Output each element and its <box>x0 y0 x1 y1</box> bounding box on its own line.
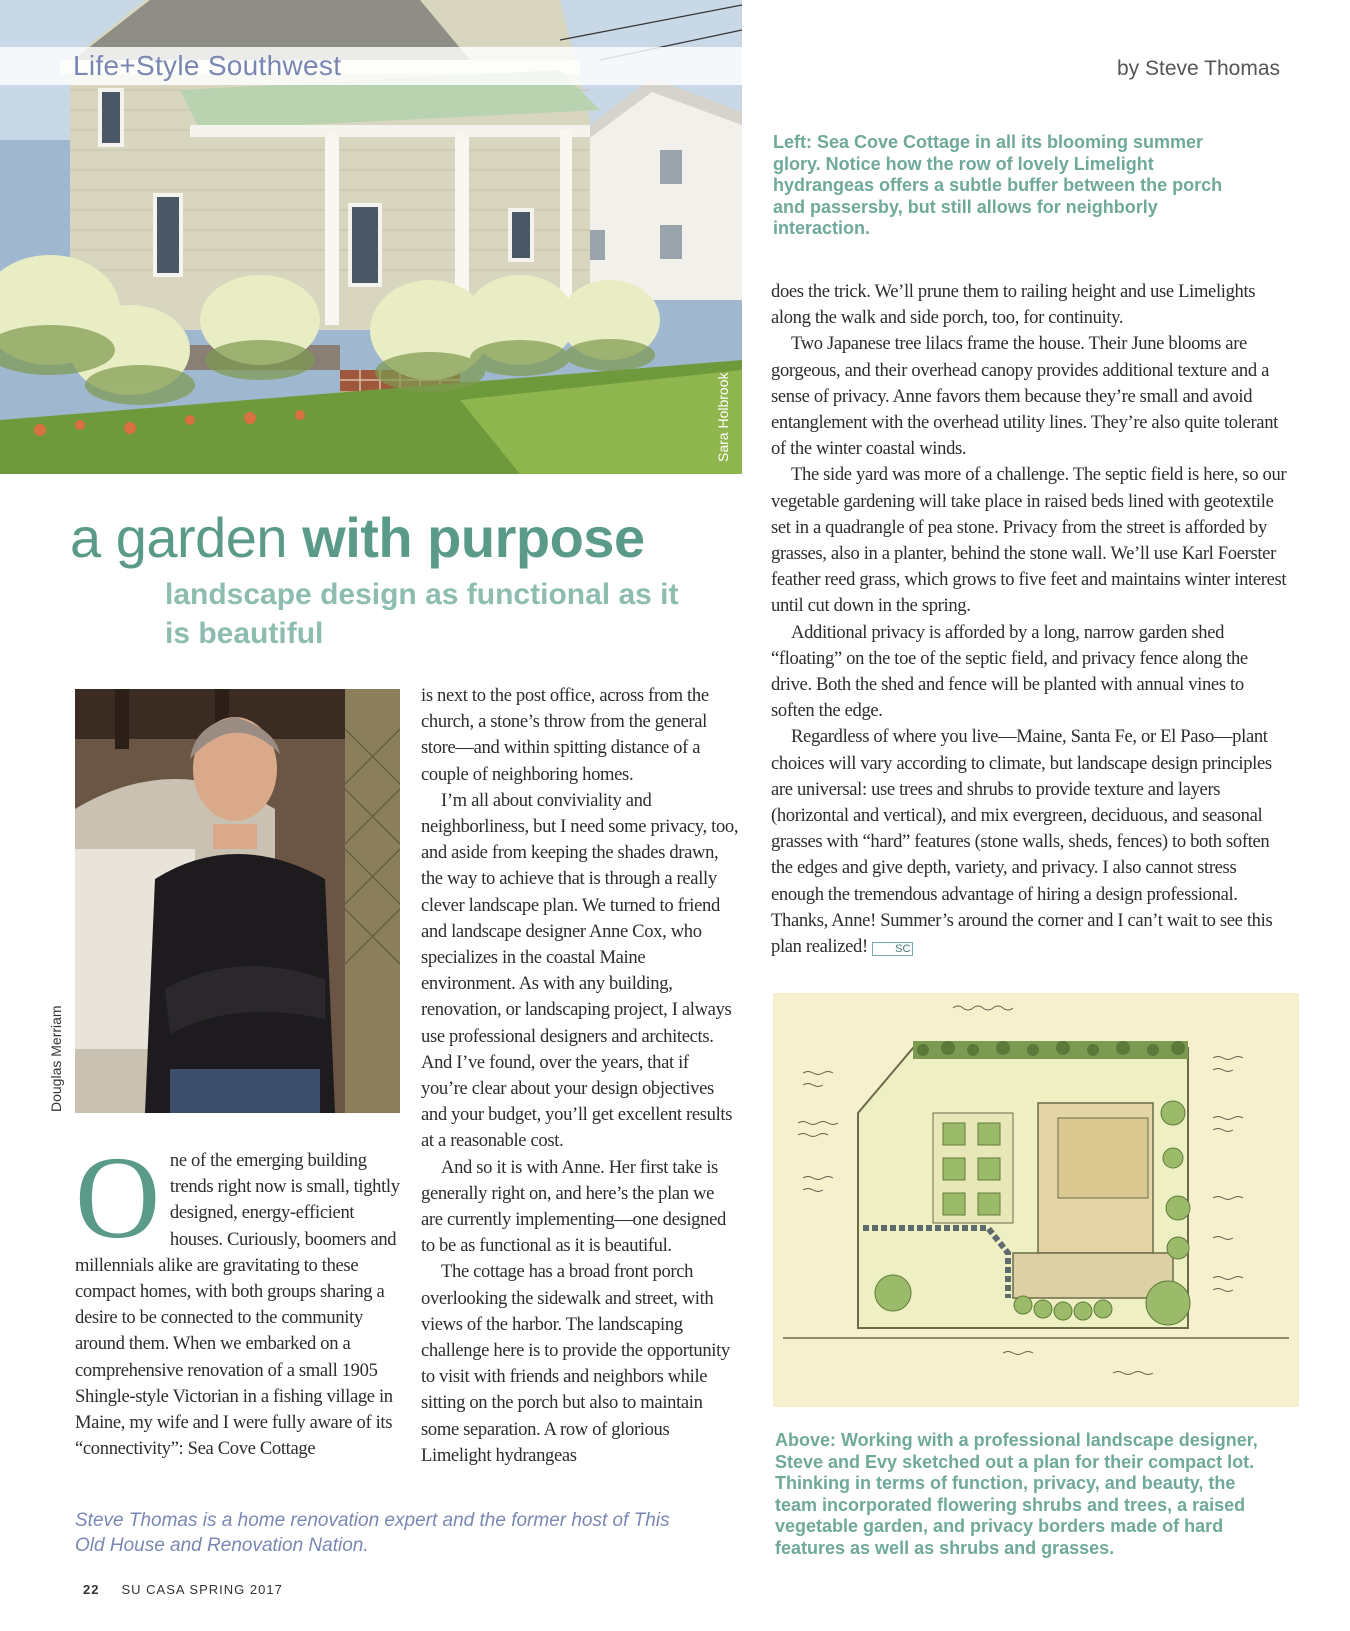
article-paragraph: Additional privacy is afforded by a long, narrow garden shed “floating” on the toe of the septic field, and privacy fence along the drive. Both the shed and fence will be planted with annual vines to soften the edge. <box>771 621 1248 722</box>
author-bio: Steve Thomas is a home renovation expert and the former host of This Old House and Renovation Nation. <box>75 1510 670 1556</box>
article-paragraph: I’m all about conviviality and neighborliness, but I need some privacy, too, and aside from keeping the shades drawn, the way to achieve that is through a really clever landscape plan. We turned to friend and landscape designer Anne Cox, who specializes in the coastal Maine environment. As with any building, renovation, or landscaping project, I always use professional designers and architects. And I’ve found, over the years, that if you’re clear about your design objectives and your budget, you’ll get excellent results at a reasonable cost. <box>421 789 739 1152</box>
portrait-photo-credit: Douglas Merriam <box>48 1005 64 1112</box>
paragraph-text: Regardless of where you live—Maine, Santa Fe, or El Paso—plant choices will vary according to climate, but landscape design principles are universal: use trees and shrubs to provide texture and layers (horizontal and vertical), and mix evergreen, deciduous, and seasonal grasses with “hard” features (stone walls, sheds, fences) to both soften the edges and give depth, variety, and privacy. I also cannot stress enough the tremendous advantage of hiring a design professional. Thanks, Anne! Summer’s around the corner and I can’t wait to see this plan realized! <box>771 726 1273 958</box>
headline <box>70 505 645 570</box>
issue-label: SU CASA SPRING 2017 <box>121 1582 283 1597</box>
subhead: landscape design as functional as it is beautiful <box>165 578 679 650</box>
article-paragraph <box>75 1132 400 1462</box>
landscape-plan-sketch <box>773 993 1299 1407</box>
article-column-2 <box>421 683 739 1469</box>
article-paragraph: is next to the post office, across from the church, a stone’s throw from the general store—and within spitting distance of a couple of neighboring homes. <box>421 685 709 785</box>
drop-cap: O <box>75 1132 160 1263</box>
hero-caption: Left: Sea Cove Cottage in all its blooming summer glory. Notice how the row of lovely Limelight hydrangeas offers a subtle buffer between the porch and passersby, but still allows for neighborly interaction. <box>773 132 1223 238</box>
article-paragraph: And so it is with Anne. Her first take is generally right on, and here’s the plan we are currently implementing—one designed to be as functional as it is beautiful. <box>421 1156 726 1257</box>
section-label: Life+Style Southwest <box>73 50 342 81</box>
portrait-photo <box>75 689 400 1113</box>
byline: by Steve Thomas <box>1116 57 1280 80</box>
plan-caption: Above: Working with a professional landscape designer, Steve and Evy sketched out a plan for their compact lot. Thinking in terms of function, privacy, and beauty, the team incorporated flowering shrubs and trees, a raised vegetable garden, and privacy borders made of hard features as well as shrubs and grasses. <box>775 1430 1258 1558</box>
hero-photo-credit: Sara Holbrook <box>715 372 731 462</box>
article-paragraph: Two Japanese tree lilacs frame the house. Their June blooms are gorgeous, and their overhead canopy provides additional texture and a sense of privacy. Anne favors them because they’re small and avoid entanglement with the overhead utility lines. They’re also quite tolerant of the winter coastal winds. <box>771 333 1278 460</box>
paragraph-text: ne of the emerging building trends right now is small, tightly designed, energy-efficient houses. Curiously, boomers and millennials alike are gravitating to these compact homes, with both groups sharing a desire to be connected to the community around them. When we embarked on a comprehensive renovation of a small 1905 Shingle-style Victorian in a fishing village in Maine, my wife and I were fully aware of its “connectivity”: Sea Cove Cottage <box>75 1150 400 1460</box>
page-footer <box>83 1582 283 1597</box>
headline-light: a garden <box>70 506 303 569</box>
end-mark-icon: SC <box>872 942 913 956</box>
article-paragraph: does the trick. We’ll prune them to railing height and use Limelights along the walk and side porch, too, for continuity. <box>771 281 1256 329</box>
article-paragraph: The side yard was more of a challenge. The septic field is here, so our vegetable gardening will take place in raised beds lined with geotextile set in a quadrangle of pea stone. Privacy from the street is afforded by grasses, also in a planter, behind the stone wall. We’ll use Karl Foerster feather reed grass, which grows to five feet and maintains winter interest until cut down in the spring. <box>771 464 1287 617</box>
page-number: 22 <box>83 1582 100 1597</box>
headline-bold: with purpose <box>302 506 645 569</box>
article-column-1 <box>75 1132 400 1462</box>
article-paragraph <box>771 724 1291 960</box>
article-paragraph: The cottage has a broad front porch overlooking the sidewalk and street, with views of the harbor. The landscaping challenge here is to provide the opportunity to visit with friends and neighbors while sitting on the porch but also to maintain some separation. A row of glorious Limelight hydrangeas <box>421 1261 730 1466</box>
article-column-3 <box>771 279 1291 960</box>
